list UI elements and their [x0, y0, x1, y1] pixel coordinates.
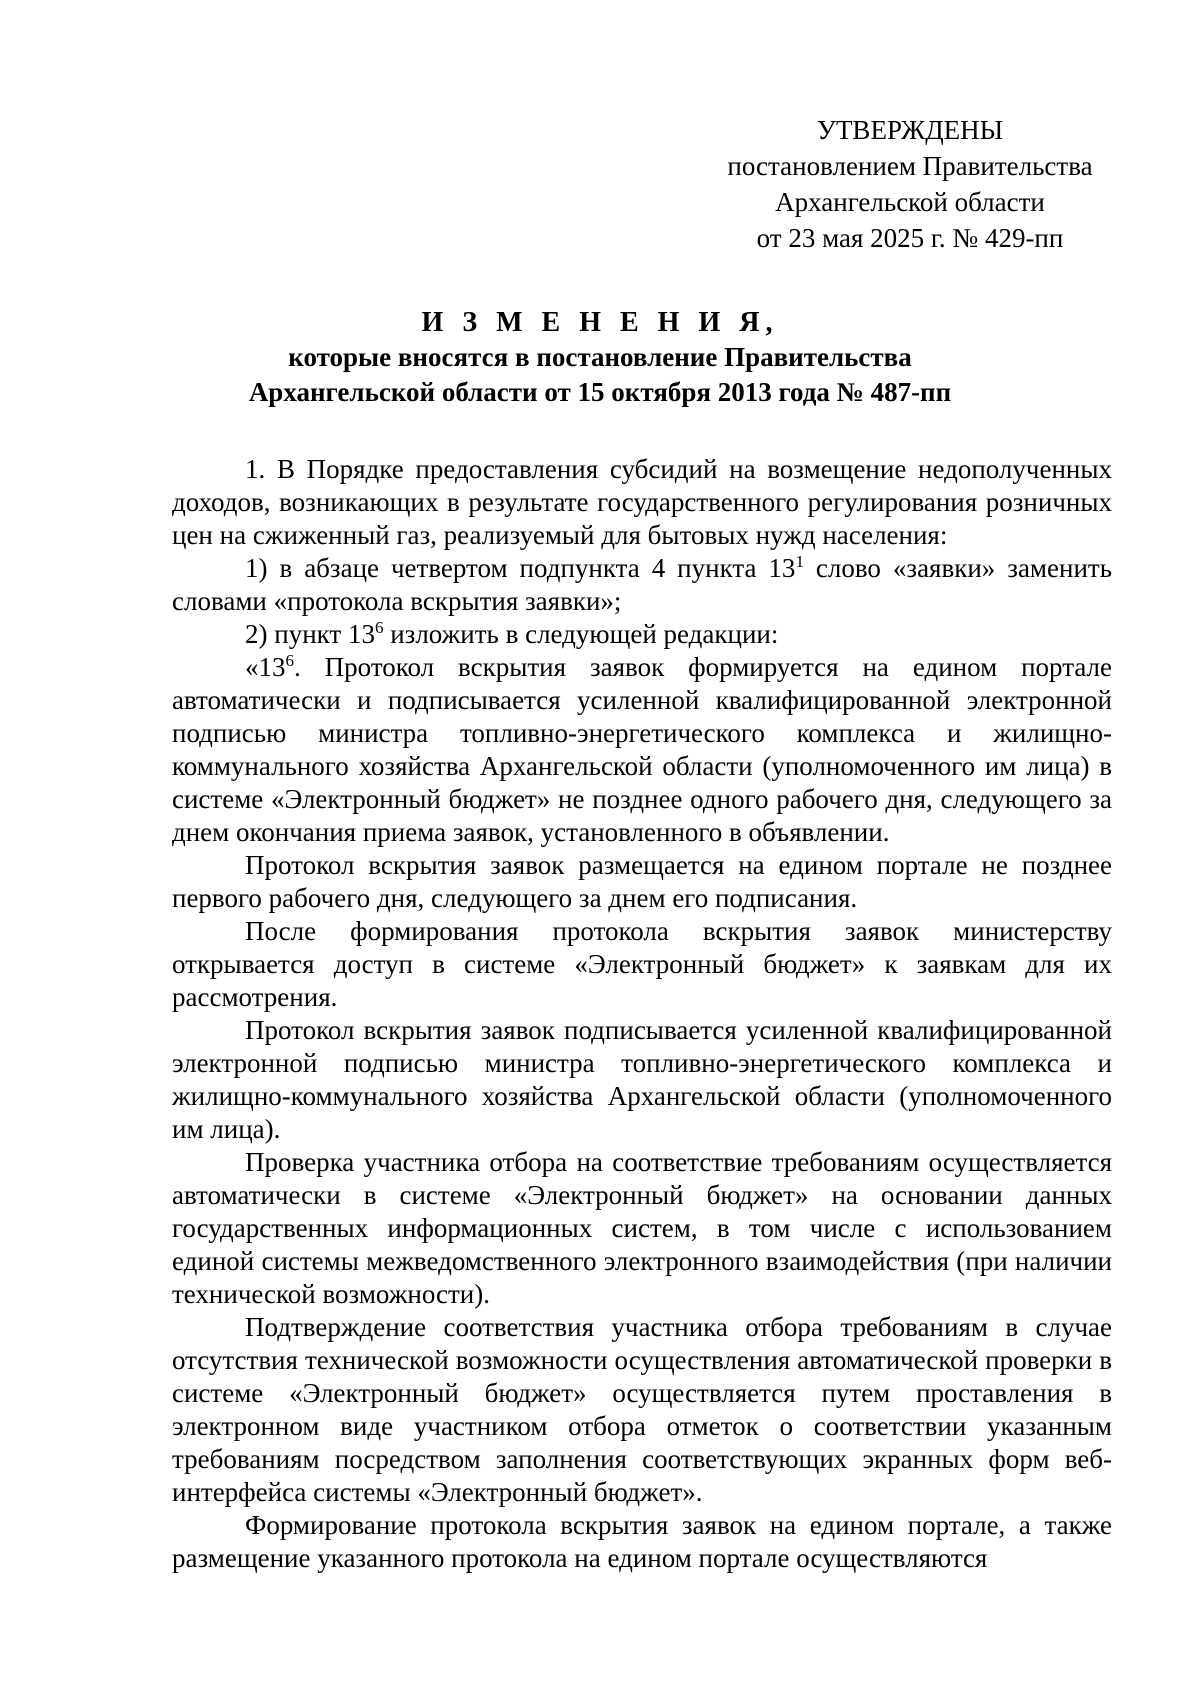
paragraph-2-text-b: слово «заявки» заменить словами «протокола вскрытия заявки»;	[172, 553, 1113, 616]
paragraph-4	[172, 651, 1112, 849]
paragraph-3-text-b: изложить в следующей редакции:	[383, 619, 779, 649]
approval-region: Архангельской области	[775, 187, 1045, 217]
paragraph-1: 1. В Порядке предоставления субсидий на возмещение недополученных доходов, возникающих в результате государственного регулирования розничных цен на сжиженный газ, реализуемый для бытовых нужд населения:	[172, 454, 1112, 550]
paragraph-7: Протокол вскрытия заявок подписывается усиленной квалифицированной электронной подписью министра топливно-энергетического комплекса и жилищно-коммунального хозяйства Архангельской области (уполномоченного им лица).	[172, 1015, 1112, 1144]
document-subtitle-line-1: которые вносятся в постановление Правительства	[288, 342, 912, 372]
paragraph-8: Проверка участника отбора на соответствие требованиям осуществляется автоматически в системе «Электронный бюджет» на основании данных государственных информационных систем, в том числе с использованием единой системы межведомственного электронного взаимодействия (при наличии технической возможности).	[172, 1147, 1112, 1309]
document-subtitle-line-2: Архангельской области от 15 октября 2013 года № 487-пп	[248, 377, 952, 407]
paragraph-10: Формирование протокола вскрытия заявок на едином портале, а также размещение указанного протокола на едином портале осуществляются	[172, 1510, 1112, 1573]
approval-stamp-block	[690, 112, 1130, 256]
paragraph-9: Подтверждение соответствия участника отбора требованиям в случае отсутствия технической возможности осуществления автоматической проверки в системе «Электронный бюджет» осуществляется путем проставления в электронном виде участником отбора отметок о соответствии указанным требованиям посредством заполнения соответствующих экранных форм веб-интерфейса системы «Электронный бюджет».	[172, 1312, 1112, 1507]
paragraph-6: После формирования протокола вскрытия заявок министерству открывается доступ в системе «Электронный бюджет» к заявкам для их рассмотрения.	[172, 916, 1112, 1012]
paragraph-3	[172, 618, 1112, 651]
document-heading	[170, 305, 1030, 410]
approval-issuer: постановлением Правительства	[727, 151, 1093, 181]
paragraph-3-superscript: 6	[374, 618, 384, 637]
paragraph-5: Протокол вскрытия заявок размещается на едином портале не позднее первого рабочего дня, следующего за днем его подписания.	[172, 850, 1112, 913]
paragraph-4-text-b: . Протокол вскрытия заявок формируется на едином портале автоматически и подписывается усиленной квалифицированной электронной подписью министра топливно-энергетического комплекса и жилищно-коммунального хозяйства Архангельской области (уполномоченного им лица) в системе «Электронный бюджет» не позднее одного рабочего дня, следующего за днем окончания приема заявок, установленного в объявлении.	[172, 652, 1112, 847]
paragraph-4-superscript: 6	[285, 651, 294, 670]
document-title: И З М Е Н Е Н И Я,	[421, 307, 779, 338]
paragraph-2-superscript: 1	[795, 552, 804, 571]
approval-date-number: от 23 мая 2025 г. № 429-пп	[756, 223, 1064, 253]
approval-title: УТВЕРЖДЕНЫ	[816, 115, 1004, 145]
document-body	[172, 453, 1112, 1575]
paragraph-3-text-a: 2) пункт 13	[245, 619, 375, 649]
paragraph-2-text-a: 1) в абзаце четвертом подпункта 4 пункта 13	[245, 553, 796, 583]
paragraph-4-text-a: «13	[245, 652, 286, 682]
paragraph-2	[172, 552, 1112, 618]
